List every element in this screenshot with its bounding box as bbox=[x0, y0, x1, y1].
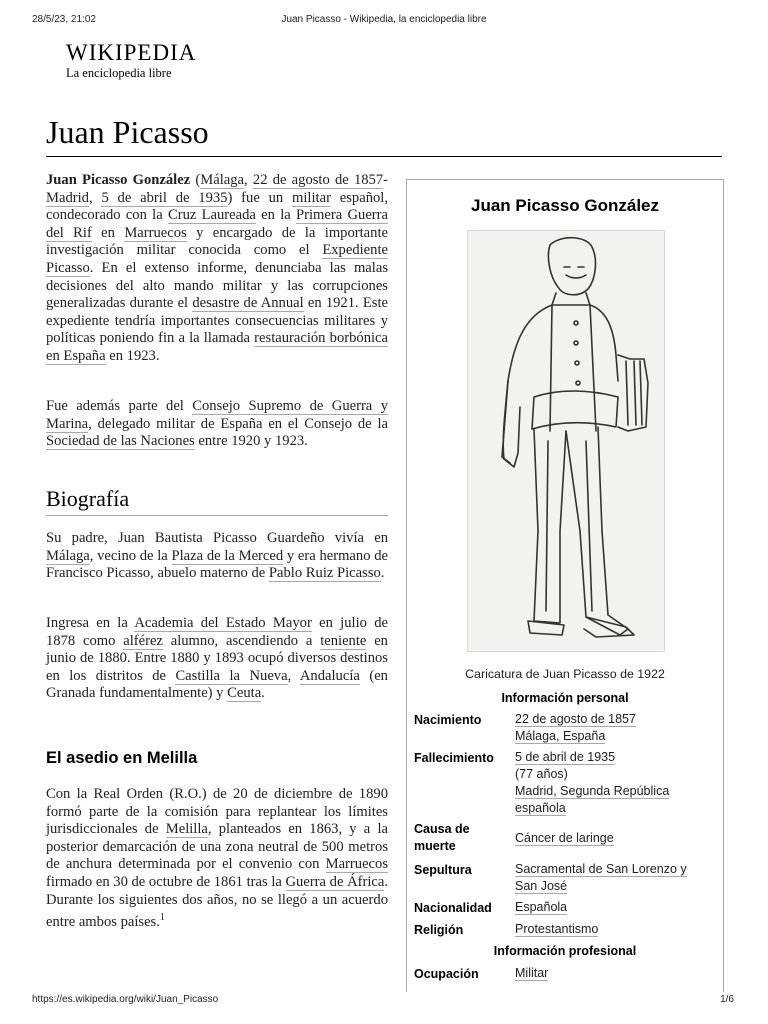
link-fallecimiento-date[interactable]: 5 de abril de 1935 bbox=[515, 750, 616, 764]
text: Ingresa en la bbox=[46, 615, 135, 631]
link-nacimiento-date[interactable]: 22 de agosto de 1857 bbox=[515, 712, 636, 726]
link-malaga[interactable]: Málaga bbox=[200, 172, 245, 188]
link-melilla[interactable]: Melilla bbox=[165, 821, 208, 838]
text: , bbox=[88, 189, 102, 206]
label-ocupacion: Ocupación bbox=[414, 967, 479, 981]
lead-paragraph-1 bbox=[46, 172, 388, 366]
label-causa-line-2: muerte bbox=[414, 839, 456, 853]
caricature-figure-icon bbox=[468, 231, 664, 651]
link-nacimiento-place[interactable]: Málaga, España bbox=[515, 729, 606, 743]
bio-paragraph-2 bbox=[46, 615, 388, 703]
wikipedia-logo[interactable] bbox=[66, 42, 196, 81]
link-nacionalidad[interactable]: Española bbox=[515, 900, 568, 914]
text: alumno, ascendiendo a bbox=[162, 632, 321, 649]
link-expediente-picasso[interactable]: Expediente Picasso bbox=[46, 242, 388, 276]
text: . bbox=[380, 565, 385, 582]
text: español, condecorado con la bbox=[46, 189, 388, 224]
link-restauracion[interactable]: restauración borbónica en España bbox=[46, 330, 389, 364]
value-religion bbox=[515, 921, 715, 938]
text: . bbox=[261, 685, 265, 702]
label-causa-line-1: Causa de bbox=[414, 822, 470, 836]
link-fallecimiento-place-2[interactable]: española bbox=[515, 801, 566, 815]
logo-tagline: La enciclopedia libre bbox=[66, 66, 172, 80]
infobox bbox=[406, 179, 724, 992]
label-sepultura: Sepultura bbox=[414, 863, 472, 877]
link-andalucia[interactable]: Andalucía bbox=[299, 667, 360, 684]
page-title: Juan Picasso bbox=[46, 114, 209, 150]
text: en julio de 1878 como bbox=[46, 615, 388, 649]
link-plaza-merced[interactable]: Plaza de la Merced bbox=[171, 547, 284, 564]
fallecimiento-age: (77 años) bbox=[515, 767, 568, 781]
link-malaga-2[interactable]: Málaga bbox=[46, 547, 90, 564]
link-alferez[interactable]: alférez bbox=[123, 632, 163, 649]
label-causa-muerte bbox=[414, 821, 470, 855]
print-datetime: 28/5/23, 21:02 bbox=[32, 14, 96, 25]
print-url: https://es.wikipedia.org/wiki/Juan_Picasso bbox=[32, 994, 219, 1005]
print-page-number: 1/6 bbox=[720, 994, 734, 1005]
link-consejo-supremo[interactable]: Consejo Supremo de Guerra y Marina bbox=[46, 398, 388, 432]
text: en 1921. Este expediente tendría importantes consecuencias militares y políticas poniendo fin a la llamada bbox=[46, 295, 389, 347]
link-religion[interactable]: Protestantismo bbox=[515, 922, 599, 936]
link-guerra-africa[interactable]: Guerra de África bbox=[285, 873, 385, 890]
link-castilla[interactable]: Castilla la Nueva bbox=[175, 667, 288, 684]
value-ocupacion bbox=[515, 965, 715, 982]
text: y encargado de la importante investigación militar conocida como el bbox=[46, 224, 388, 259]
link-pablo-picasso[interactable]: Pablo Ruiz Picasso bbox=[268, 565, 381, 582]
value-nacionalidad bbox=[515, 899, 715, 916]
text: - bbox=[383, 172, 389, 188]
link-sepultura-1[interactable]: Sacramental de San Lorenzo y bbox=[515, 862, 687, 876]
text: (en Granada fundamentalmente) y bbox=[46, 667, 388, 702]
text: en la bbox=[255, 207, 297, 224]
bio-paragraph-1 bbox=[46, 530, 388, 583]
link-cruz-laureada[interactable]: Cruz Laureada bbox=[167, 207, 256, 224]
text: en junio de 1880. Entre 1880 y 1893 ocupó diversos destinos en los distritos de bbox=[46, 632, 388, 684]
infobox-image[interactable] bbox=[467, 230, 665, 652]
logo-wordmark: WIKIPEDIA bbox=[66, 40, 197, 65]
link-teniente[interactable]: teniente bbox=[320, 632, 367, 649]
value-causa-muerte bbox=[515, 830, 715, 847]
text: ) fue un bbox=[227, 189, 293, 206]
text: , bbox=[287, 667, 300, 684]
value-sepultura bbox=[515, 861, 715, 895]
text: , planteados en 1863, y a la posterior demarcación de una zona neutral de 500 metros de anchura determinada por el convenio con bbox=[46, 821, 388, 873]
text: entre 1920 y 1923. bbox=[194, 433, 308, 450]
text: , vecino de la bbox=[89, 547, 172, 564]
reference-1[interactable]: 1 bbox=[159, 912, 165, 924]
infobox-section-profesional: Información profesional bbox=[493, 944, 637, 958]
text: Con la Real Orden (R.O.) de 20 de diciembre de 1890 formó parte de la comisión para replantear los límites jurisdiccionales de bbox=[46, 786, 388, 838]
link-ceuta[interactable]: Ceuta bbox=[227, 685, 262, 702]
infobox-caption: Caricatura de Juan Picasso de 1922 bbox=[465, 667, 665, 681]
link-guerra-rif[interactable]: Primera Guerra del Rif bbox=[46, 207, 388, 241]
text: . En el extenso informe, denunciaba las malas decisiones del alto mando militar y las corrupciones generalizadas durante el bbox=[46, 259, 388, 312]
asedio-paragraph-1 bbox=[46, 786, 388, 932]
print-page-title: Juan Picasso - Wikipedia, la enciclopedia libre bbox=[281, 14, 487, 25]
link-desastre-annual[interactable]: desastre de Annual bbox=[192, 295, 304, 312]
text: Fue además parte del bbox=[46, 398, 193, 414]
text: y era hermano de Francisco Picasso, abuelo materno de bbox=[46, 547, 389, 582]
lead-name: Juan Picasso González bbox=[46, 172, 191, 188]
link-causa-muerte[interactable]: Cáncer de laringe bbox=[515, 831, 614, 845]
text: Su padre, Juan Bautista Picasso Guardeño vivía en bbox=[46, 530, 388, 546]
infobox-section-personal: Información personal bbox=[501, 691, 629, 705]
link-academia[interactable]: Academia del Estado Mayor bbox=[134, 615, 312, 631]
value-fallecimiento bbox=[515, 749, 715, 817]
text: . Durante los siguientes dos años, no se llegó a un acuerdo entre ambos países. bbox=[46, 873, 389, 931]
link-death-date[interactable]: 5 de abril de 1935 bbox=[101, 189, 228, 206]
text: en bbox=[91, 224, 125, 241]
section-heading-asedio: El asedio en Melilla bbox=[46, 749, 198, 767]
link-marruecos-2[interactable]: Marruecos bbox=[325, 856, 388, 873]
text: , delegado militar de España en el Consejo de la bbox=[88, 415, 388, 432]
link-fallecimiento-place-1[interactable]: Madrid, Segunda República bbox=[515, 784, 670, 798]
label-nacimiento: Nacimiento bbox=[414, 713, 482, 727]
section-heading-biografia: Biografía bbox=[46, 486, 130, 511]
link-ocupacion[interactable]: Militar bbox=[515, 966, 549, 980]
link-marruecos[interactable]: Marruecos bbox=[124, 224, 187, 241]
link-militar[interactable]: militar bbox=[292, 189, 331, 206]
text: , bbox=[244, 172, 253, 188]
section-divider bbox=[46, 515, 388, 516]
label-religion: Religión bbox=[414, 923, 464, 937]
label-nacionalidad: Nacionalidad bbox=[414, 901, 492, 915]
title-divider bbox=[46, 156, 722, 157]
text: ( bbox=[190, 172, 201, 188]
link-sociedad-naciones[interactable]: Sociedad de las Naciones bbox=[46, 433, 195, 450]
link-sepultura-2[interactable]: San José bbox=[515, 879, 568, 893]
text: en 1923. bbox=[105, 347, 160, 364]
text: firmado en 30 de octubre de 1861 tras la bbox=[46, 873, 286, 890]
lead-paragraph-2 bbox=[46, 398, 388, 451]
link-madrid[interactable]: Madrid bbox=[46, 189, 89, 206]
value-nacimiento bbox=[515, 711, 715, 745]
label-fallecimiento: Fallecimiento bbox=[414, 751, 494, 765]
link-birth-date[interactable]: 22 de agosto de 1857 bbox=[252, 172, 384, 188]
infobox-title: Juan Picasso González bbox=[470, 196, 659, 215]
